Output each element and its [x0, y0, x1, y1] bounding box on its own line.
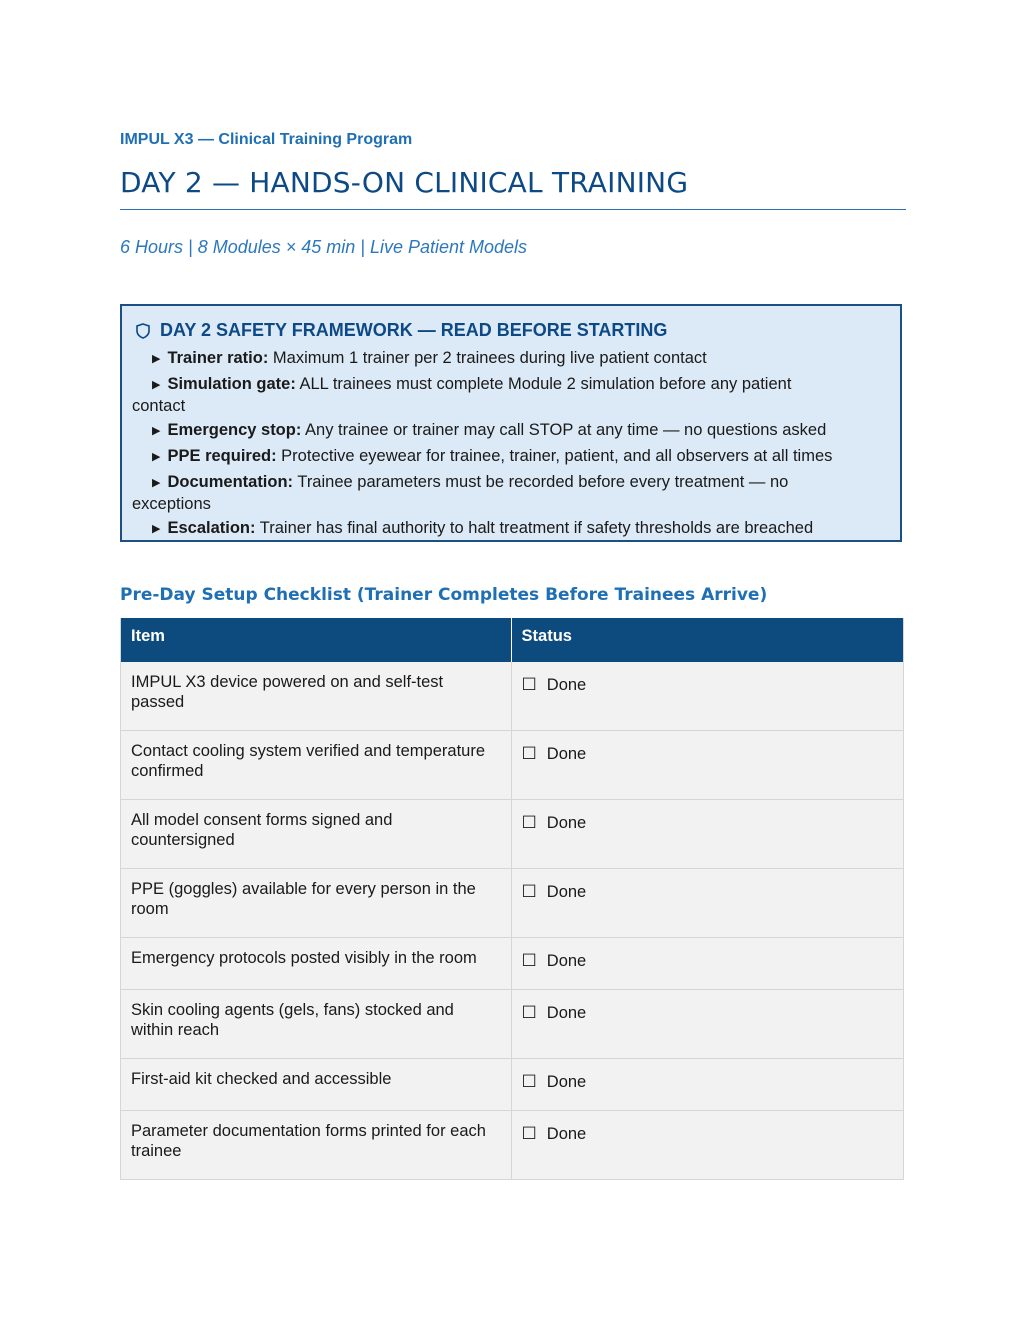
bullet-triangle-icon: ▶	[152, 353, 161, 365]
bullet-triangle-icon: ▶	[152, 379, 161, 391]
program-label: IMPUL X3 — Clinical Training Program	[120, 131, 413, 148]
safety-rule-key: PPE required:	[167, 447, 277, 465]
page-subtitle: 6 Hours | 8 Modules × 45 min | Live Patient Models	[120, 237, 528, 257]
checklist-item: First-aid kit checked and accessible	[121, 1059, 512, 1111]
table-header-row	[121, 618, 904, 662]
status-label: Done	[546, 1073, 587, 1091]
checklist-status	[511, 1059, 903, 1111]
safety-rule-continuation: contact	[132, 397, 186, 415]
checkbox-icon[interactable]: ☐	[521, 1124, 537, 1143]
column-header-status: Status	[511, 618, 903, 662]
safety-rule-text: Any trainee or trainer may call STOP at any time — no questions asked	[301, 421, 827, 439]
checkbox-icon[interactable]: ☐	[521, 951, 537, 970]
status-label: Done	[546, 883, 587, 901]
table-row	[121, 662, 904, 731]
table-row	[121, 1111, 904, 1180]
checklist-status	[511, 990, 903, 1059]
status-label: Done	[546, 814, 587, 832]
checklist-status	[511, 800, 903, 869]
status-label: Done	[546, 1125, 587, 1143]
status-label: Done	[546, 745, 587, 763]
checklist-item: PPE (goggles) available for every person in the room	[121, 869, 512, 938]
safety-rule-key: Emergency stop:	[167, 421, 302, 439]
checkbox-icon[interactable]: ☐	[521, 1003, 537, 1022]
safety-rule	[152, 348, 886, 370]
checklist-heading: Pre-Day Setup Checklist (Trainer Completes Before Trainees Arrive)	[120, 585, 768, 605]
checkbox-icon[interactable]: ☐	[521, 813, 537, 832]
safety-rule	[132, 374, 886, 416]
safety-framework-box	[120, 304, 902, 542]
table-row	[121, 731, 904, 800]
status-label: Done	[546, 952, 587, 970]
status-label: Done	[546, 676, 587, 694]
column-header-item: Item	[121, 618, 512, 662]
checkbox-icon[interactable]: ☐	[521, 1072, 537, 1091]
status-label: Done	[546, 1004, 587, 1022]
bullet-triangle-icon: ▶	[152, 425, 161, 437]
safety-rules-list	[132, 348, 886, 544]
safety-rule-key: Escalation:	[167, 519, 256, 537]
checklist-item: Emergency protocols posted visibly in the room	[121, 938, 512, 990]
safety-heading	[136, 320, 667, 341]
checklist-status	[511, 662, 903, 731]
checklist-item: Contact cooling system verified and temperature confirmed	[121, 731, 512, 800]
safety-rule-key: Trainer ratio:	[167, 349, 269, 367]
safety-rule-text: Trainee parameters must be recorded before every treatment — no	[293, 473, 789, 491]
checklist-status	[511, 731, 903, 800]
safety-rule-continuation: exceptions	[132, 495, 211, 513]
safety-rule	[132, 472, 886, 514]
table-row	[121, 990, 904, 1059]
safety-rule-text: Trainer has final authority to halt treatment if safety thresholds are breached	[255, 519, 814, 537]
checklist-item: Parameter documentation forms printed for each trainee	[121, 1111, 512, 1180]
checkbox-icon[interactable]: ☐	[521, 882, 537, 901]
checklist-status	[511, 1111, 903, 1180]
checkbox-icon[interactable]: ☐	[521, 675, 537, 694]
bullet-triangle-icon: ▶	[152, 451, 161, 463]
checklist-item: Skin cooling agents (gels, fans) stocked and within reach	[121, 990, 512, 1059]
safety-heading-text: DAY 2 SAFETY FRAMEWORK — READ BEFORE STARTING	[160, 320, 668, 340]
bullet-triangle-icon: ▶	[152, 477, 161, 489]
safety-rule-text: ALL trainees must complete Module 2 simulation before any patient	[295, 375, 792, 393]
checklist-status	[511, 869, 903, 938]
table-row	[121, 1059, 904, 1111]
table-row	[121, 938, 904, 990]
table-row	[121, 800, 904, 869]
checklist-status	[511, 938, 903, 990]
bullet-triangle-icon: ▶	[152, 523, 161, 535]
shield-icon	[136, 323, 150, 339]
page-title: DAY 2 — HANDS-ON CLINICAL TRAINING	[120, 166, 906, 210]
table-row	[121, 869, 904, 938]
safety-rule-key: Documentation:	[167, 473, 294, 491]
safety-rule	[152, 518, 886, 540]
safety-rule-text: Protective eyewear for trainee, trainer, patient, and all observers at all times	[276, 447, 833, 465]
safety-rule-key: Simulation gate:	[167, 375, 296, 393]
safety-rule	[152, 446, 886, 468]
checklist-item: IMPUL X3 device powered on and self-test passed	[121, 662, 512, 731]
checkbox-icon[interactable]: ☐	[521, 744, 537, 763]
setup-checklist-table	[120, 618, 904, 1180]
safety-rule	[152, 420, 886, 442]
checklist-item: All model consent forms signed and countersigned	[121, 800, 512, 869]
safety-rule-text: Maximum 1 trainer per 2 trainees during live patient contact	[268, 349, 707, 367]
